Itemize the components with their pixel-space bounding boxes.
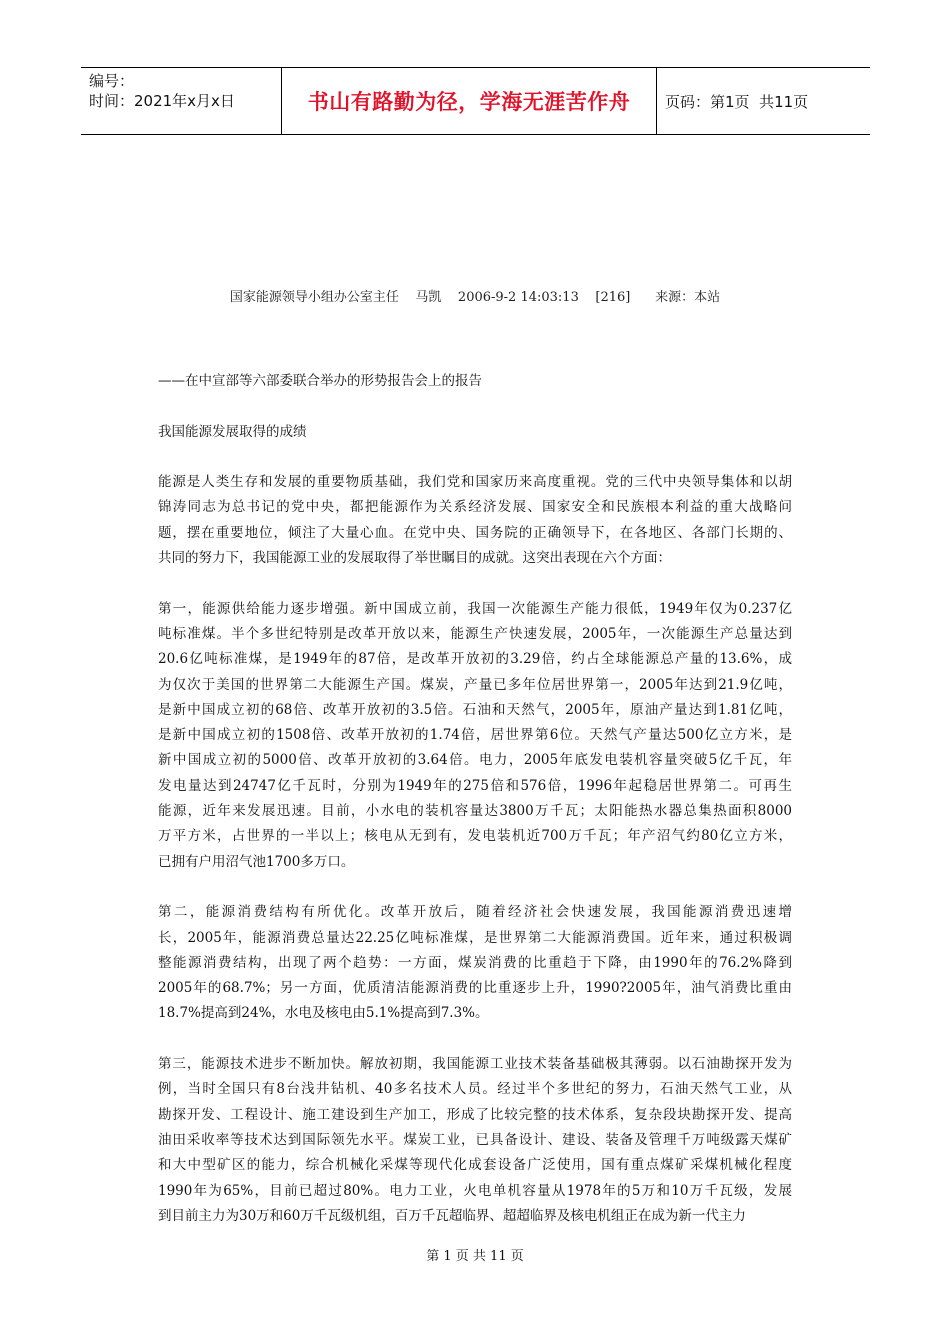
paragraph-line: 2005年的68.7%；另一方面，优质清洁能源消费的比重逐步上升，1990?2005年，油气消费比重由	[158, 980, 792, 997]
paragraph-line: 能源是人类生存和发展的重要物质基础，我们党和国家历来高度重视。党的三代中央领导集体和以胡	[158, 474, 792, 491]
paragraph-line: 已拥有户用沼气池1700多万口。	[158, 853, 355, 870]
body-paragraph	[158, 1052, 792, 1229]
paragraph-line: 到目前主力为30万和60万千瓦级机组，百万千瓦超临界、超超临界及核电机组正在成为新一代主力	[158, 1207, 746, 1224]
paragraph-line: 能源，近年来发展迅速。目前，小水电的装机容量达3800万千瓦；太阳能热水器总集热面积8000	[158, 803, 792, 820]
page-label: 页码：第1页 共11页	[665, 92, 809, 111]
header-page-info	[657, 68, 870, 134]
header-meta	[81, 68, 282, 134]
paragraph-list	[158, 470, 792, 1229]
body-paragraph	[158, 597, 792, 875]
paragraph-line: 为仅次于美国的世界第二大能源生产国。煤炭，产量已多年位居世界第一，2005年达到21.9亿吨，	[158, 676, 792, 693]
page-footer: 第 1 页 共 11 页	[426, 1249, 524, 1264]
paragraph-line: 是新中国成立初的1508倍、改革开放初的1.74倍，居世界第6位。天然气产量达500亿立方米，是	[158, 727, 792, 744]
article-subtitle: ——在中宣部等六部委联合举办的形势报告会上的报告	[158, 373, 482, 389]
paragraph-line: 例，当时全国只有8台浅井钻机、40多名技术人员。经过半个多世纪的努力，石油天然气工业，从	[158, 1081, 792, 1098]
article-body	[158, 369, 792, 1254]
body-paragraph	[158, 470, 792, 571]
paragraph-line: 吨标准煤。半个多世纪特别是改革开放以来，能源生产快速发展，2005年，一次能源生产总量达到	[158, 625, 792, 642]
document-header	[81, 67, 870, 135]
paragraph-line: 18.7%提高到24%，水电及核电由5.1%提高到7.3%。	[158, 1005, 489, 1022]
paragraph-line: 新中国成立初的5000倍、改革开放初的3.64倍。电力，2005年底发电装机容量突破5亿千瓦，年	[158, 752, 792, 769]
paragraph-line: 第三，能源技术进步不断加快。解放初期，我国能源工业技术装备基础极其薄弱。以石油勘探开发为	[158, 1056, 792, 1073]
paragraph-line: 发电量达到24747亿千瓦时，分别为1949年的275倍和576倍，1996年起稳居世界第二。可再生	[158, 777, 792, 794]
paragraph-line: 第一，能源供给能力逐步增强。新中国成立前，我国一次能源生产能力很低，1949年仅为0.237亿	[158, 600, 792, 617]
paragraph-line: 锦涛同志为总书记的党中央，都把能源作为关系经济发展、国家安全和民族根本利益的重大战略问	[158, 499, 792, 516]
number-label: 编号：	[89, 72, 135, 90]
article-byline: 国家能源领导小组办公室主任 马凯 2006-9-2 14:03:13 [216] 来源：本站	[229, 290, 721, 305]
paragraph-line: 油田采收率等技术达到国际领先水平。煤炭工业，已具备设计、建设、装备及管理千万吨级露天煤矿	[158, 1131, 792, 1148]
paragraph-line: 勘探开发、工程设计、施工建设到生产加工，形成了比较完整的技术体系，复杂段块勘探开发、提高	[158, 1106, 792, 1123]
paragraph-line: 第二，能源消费结构有所优化。改革开放后，随着经济社会快速发展，我国能源消费迅速增	[158, 904, 792, 921]
body-paragraph	[158, 900, 792, 1026]
header-motto: 书山有路勤为径，学海无涯苦作舟	[282, 68, 657, 134]
paragraph-line: 20.6亿吨标准煤，是1949年的87倍，是改革开放初的3.29倍，约占全球能源总产量的13.6%，成	[158, 651, 792, 668]
paragraph-line: 1990年为65%，目前已超过80%。电力工业，火电单机容量从1978年的5万和10万千瓦级，发展	[158, 1182, 792, 1199]
section-title: 我国能源发展取得的成绩	[158, 423, 307, 440]
paragraph-line: 和大中型矿区的能力，综合机械化采煤等现代化成套设备广泛使用，国有重点煤矿采煤机械化程度	[158, 1157, 792, 1174]
paragraph-line: 共同的努力下，我国能源工业的发展取得了举世瞩目的成就。这突出表现在六个方面：	[158, 550, 671, 567]
paragraph-line: 是新中国成立初的68倍、改革开放初的3.5倍。石油和天然气，2005年，原油产量达到1.81亿吨，	[158, 701, 792, 718]
paragraph-line: 整能源消费结构，出现了两个趋势：一方面，煤炭消费的比重趋于下降，由1990年的76.2%降到	[158, 954, 792, 971]
paragraph-line: 题，摆在重要地位，倾注了大量心血。在党中央、国务院的正确领导下，在各地区、各部门长期的、	[158, 524, 792, 541]
paragraph-line: 长，2005年，能源消费总量达22.25亿吨标准煤，是世界第二大能源消费国。近年来，通过积极调	[158, 929, 792, 946]
paragraph-line: 万平方米，占世界的一半以上；核电从无到有，发电装机近700万千瓦；年产沼气约80亿立方米，	[158, 828, 792, 845]
time-label: 时间：2021年x月x日	[89, 92, 235, 110]
